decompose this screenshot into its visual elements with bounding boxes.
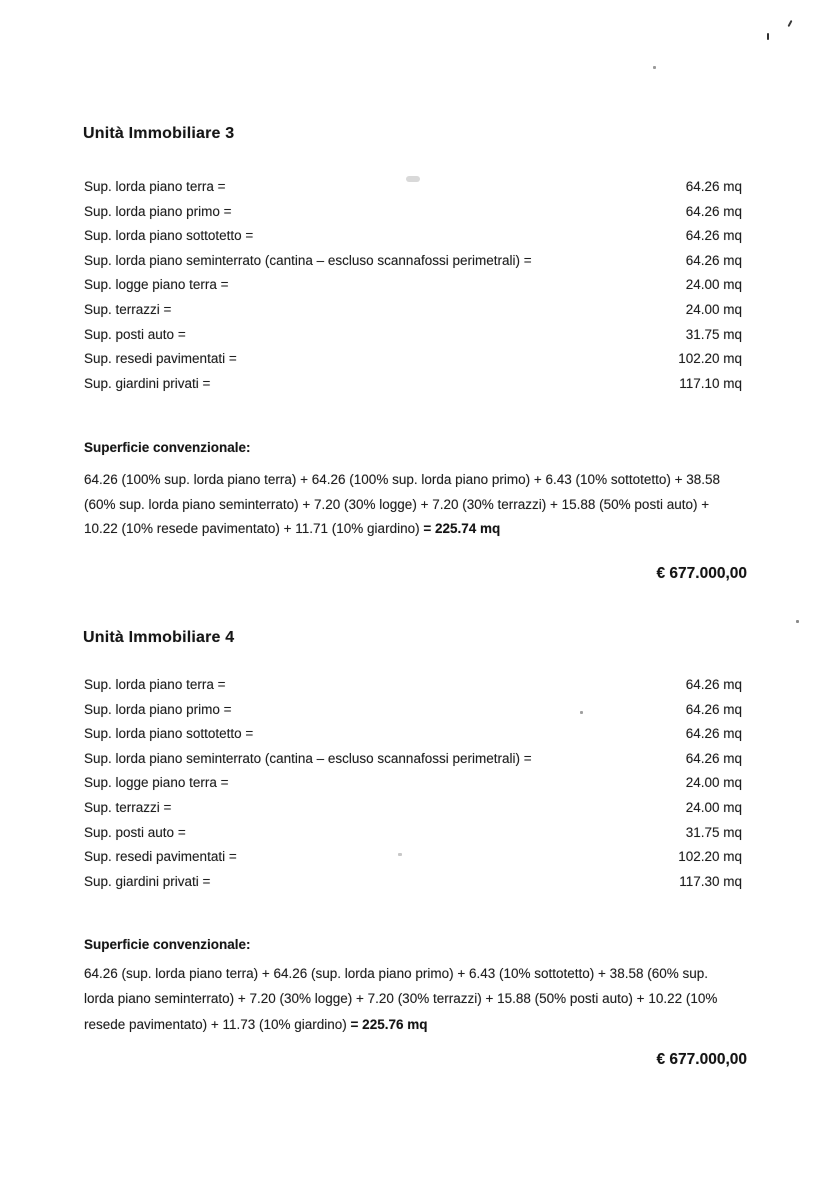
row-label: Sup. logge piano terra =: [84, 775, 229, 791]
scan-speck: [653, 66, 656, 69]
row-value: 64.26 mq: [685, 252, 742, 268]
row-value: 31.75 mq: [685, 824, 742, 840]
formula-line: lorda piano seminterrato) + 7.20 (30% logge) + 7.20 (30% terrazzi) + 15.88 (50% posti auto) + 10.22 (10%: [84, 991, 718, 1007]
row-label: Sup. terrazzi =: [84, 799, 172, 815]
row-value: 64.26 mq: [685, 228, 742, 244]
table-row: [84, 874, 742, 899]
table-row: [84, 179, 742, 204]
formula-line: [84, 1012, 756, 1037]
table-row: [84, 677, 742, 702]
unit-4-measurement-table: [84, 677, 742, 898]
formula-line: [84, 517, 756, 542]
scan-speck: [580, 711, 583, 714]
table-row: [84, 351, 742, 376]
formula-total: = 225.74 mq: [423, 521, 501, 536]
table-row: [84, 751, 742, 776]
row-value: 102.20 mq: [678, 849, 742, 865]
row-label: Sup. lorda piano seminterrato (cantina – escluso scannafossi perimetrali) =: [84, 750, 532, 766]
scan-speck: [767, 33, 769, 40]
row-label: Sup. terrazzi =: [84, 301, 172, 317]
scan-speck: [796, 620, 799, 623]
row-value: 64.26 mq: [685, 750, 742, 766]
row-label: Sup. lorda piano terra =: [84, 179, 226, 194]
unit-4-title: Unità Immobiliare 4: [83, 629, 235, 646]
table-row: [84, 253, 742, 278]
row-label: Sup. giardini privati =: [84, 375, 211, 391]
row-label: Sup. resedi pavimentati =: [84, 351, 237, 367]
formula-line-text: resede pavimentato) + 11.73 (10% giardino): [84, 1016, 351, 1032]
table-row: [84, 204, 742, 229]
table-row: [84, 327, 742, 352]
table-row: [84, 376, 742, 401]
formula-total: = 225.76 mq: [350, 1016, 428, 1032]
row-label: Sup. resedi pavimentati =: [84, 849, 237, 865]
row-value: 117.30 mq: [679, 873, 742, 889]
row-value: 31.75 mq: [685, 326, 742, 342]
formula-line-text: 10.22 (10% resede pavimentato) + 11.71 (10% giardino): [84, 521, 424, 536]
unit-4-conventional-surface-heading: Superficie convenzionale:: [84, 937, 251, 952]
row-value: 102.20 mq: [678, 351, 742, 367]
table-row: [84, 800, 742, 825]
row-label: Sup. lorda piano primo =: [84, 203, 232, 219]
scan-speck: [398, 853, 402, 856]
row-label: Sup. lorda piano primo =: [84, 701, 232, 717]
row-value: 64.26 mq: [685, 179, 742, 194]
row-value: 64.26 mq: [685, 726, 742, 742]
row-label: Sup. posti auto =: [84, 326, 186, 342]
table-row: [84, 775, 742, 800]
row-value: 64.26 mq: [685, 701, 742, 717]
table-row: [84, 726, 742, 751]
row-label: Sup. lorda piano seminterrato (cantina – escluso scannafossi perimetrali) =: [84, 252, 532, 268]
unit-4-price: € 677.000,00: [656, 1051, 747, 1068]
formula-line: (60% sup. lorda piano seminterrato) + 7.20 (30% logge) + 7.20 (30% terrazzi) + 15.88 (50% posti auto) +: [84, 496, 710, 512]
unit-3-measurement-table: [84, 179, 742, 400]
row-value: 117.10 mq: [679, 375, 742, 391]
scan-speck: [787, 20, 792, 27]
row-value: 64.26 mq: [685, 677, 742, 692]
unit-3-conventional-surface-heading: Superficie convenzionale:: [84, 440, 251, 455]
table-row: [84, 849, 742, 874]
table-row: [84, 825, 742, 850]
table-row: [84, 702, 742, 727]
formula-line: 64.26 (sup. lorda piano terra) + 64.26 (sup. lorda piano primo) + 6.43 (10% sottotetto) + 38.58 (60% sup.: [84, 966, 708, 981]
row-label: Sup. logge piano terra =: [84, 277, 229, 293]
row-label: Sup. lorda piano sottotetto =: [84, 228, 254, 244]
table-row: [84, 228, 742, 253]
row-value: 24.00 mq: [685, 301, 742, 317]
row-value: 24.00 mq: [685, 799, 742, 815]
formula-line: 64.26 (100% sup. lorda piano terra) + 64.26 (100% sup. lorda piano primo) + 6.43 (10% sottotetto) + 38.58: [84, 472, 721, 487]
row-label: Sup. lorda piano terra =: [84, 677, 226, 692]
row-value: 24.00 mq: [685, 277, 742, 293]
row-label: Sup. giardini privati =: [84, 873, 211, 889]
unit-3-title: Unità Immobiliare 3: [83, 125, 235, 142]
row-value: 24.00 mq: [685, 775, 742, 791]
unit-4-conventional-surface-formula: [84, 961, 756, 1037]
row-label: Sup. lorda piano sottotetto =: [84, 726, 254, 742]
row-label: Sup. posti auto =: [84, 824, 186, 840]
scan-speck: [406, 176, 420, 182]
table-row: [84, 302, 742, 327]
row-value: 64.26 mq: [685, 203, 742, 219]
table-row: [84, 277, 742, 302]
unit-3-price: € 677.000,00: [656, 565, 747, 582]
unit-3-conventional-surface-formula: [84, 468, 756, 542]
